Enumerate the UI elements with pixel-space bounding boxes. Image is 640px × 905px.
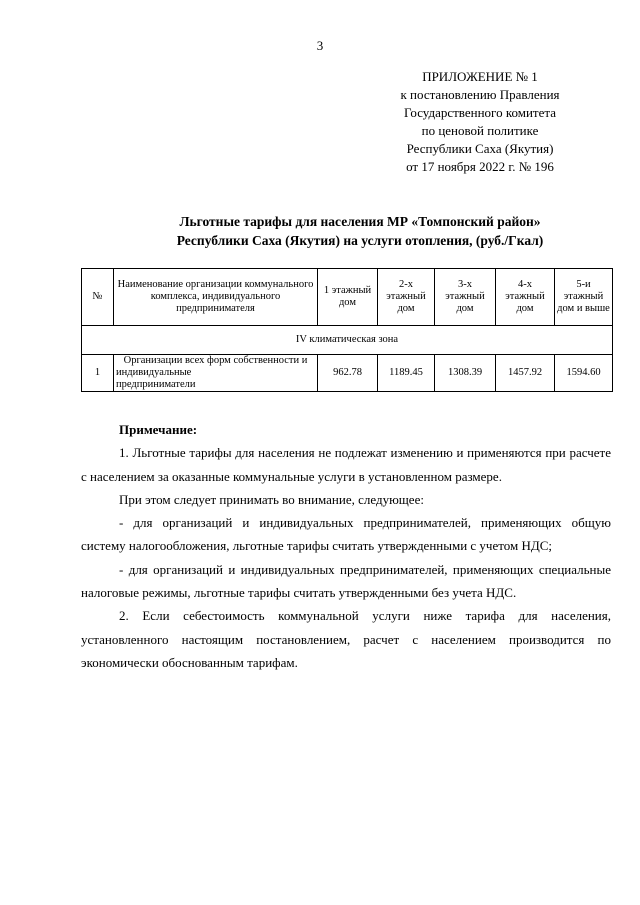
note-paragraph: - для организаций и индивидуальных предпринимателей, применяющих специальные налоговые режимы, льготные тарифы считать утвержденными без учета НДС.: [81, 561, 611, 601]
note-paragraph: При этом следует принимать во внимание, следующее:: [119, 491, 424, 507]
climate-zone-row: [82, 326, 613, 355]
tariff-4-floor: 1457.92: [496, 355, 555, 392]
title-line-2: Республики Саха (Якутия) на услуги отопления, (руб./Гкал): [176, 233, 544, 248]
note-paragraph: 1. Льготные тарифы для населения не подлежат изменению и применяются при расчете с населением за оказанные коммунальные услуги в установленном размере.: [81, 445, 611, 484]
notes-section: [81, 418, 611, 674]
page-number: 3: [316, 38, 324, 53]
document-title: [80, 212, 640, 250]
row-organization: [114, 355, 318, 392]
header-2-floor: 2-х этажный дом: [378, 269, 435, 326]
tariff-table: [81, 268, 613, 392]
header-number: №: [82, 269, 114, 326]
header-4-floor: 4-х этажный дом: [496, 269, 555, 326]
row-organization-text: Организации всех форм собственности и индивидуальные: [116, 355, 308, 378]
header-1-floor: 1 этажный дом: [318, 269, 378, 326]
tariff-2-floor: 1189.45: [378, 355, 435, 392]
appendix-line: Республики Саха (Якутия): [406, 141, 554, 156]
appendix-line: Государственного комитета: [404, 105, 556, 120]
note-paragraph: - для организаций и индивидуальных предпринимателей, применяющих общую систему налогообложения, льготные тарифы считать утвержденными с учетом НДС;: [81, 515, 611, 554]
climate-zone-label: IV климатическая зона: [82, 326, 613, 355]
tariff-5-floor: 1594.60: [555, 355, 613, 392]
header-3-floor: 3-х этажный дом: [435, 269, 496, 326]
table-row: [82, 355, 613, 392]
table-header-row: [82, 269, 613, 326]
appendix-header: [380, 68, 580, 176]
row-number: 1: [82, 355, 114, 392]
appendix-line: от 17 ноября 2022 г. № 196: [406, 159, 554, 174]
tariff-3-floor: 1308.39: [435, 355, 496, 392]
header-organization: Наименование организации коммунального комплекса, индивидуального предпринимателя: [114, 269, 318, 326]
appendix-line: по ценовой политике: [421, 123, 539, 138]
notes-title: Примечание:: [119, 422, 198, 437]
header-5-floor: 5-и этажный дом и выше: [555, 269, 613, 326]
row-organization-text-end: предприниматели: [116, 379, 196, 390]
appendix-line: ПРИЛОЖЕНИЕ № 1: [422, 69, 538, 84]
appendix-line: к постановлению Правления: [400, 87, 560, 102]
tariff-1-floor: 962.78: [318, 355, 378, 392]
title-line-1: Льготные тарифы для населения МР «Томпонский район»: [179, 214, 541, 229]
note-paragraph: 2. Если себестоимость коммунальной услуги ниже тарифа для населения, установленного настоящим постановлением, расчет с населением производится по экономически обоснованным тарифам.: [81, 608, 611, 670]
